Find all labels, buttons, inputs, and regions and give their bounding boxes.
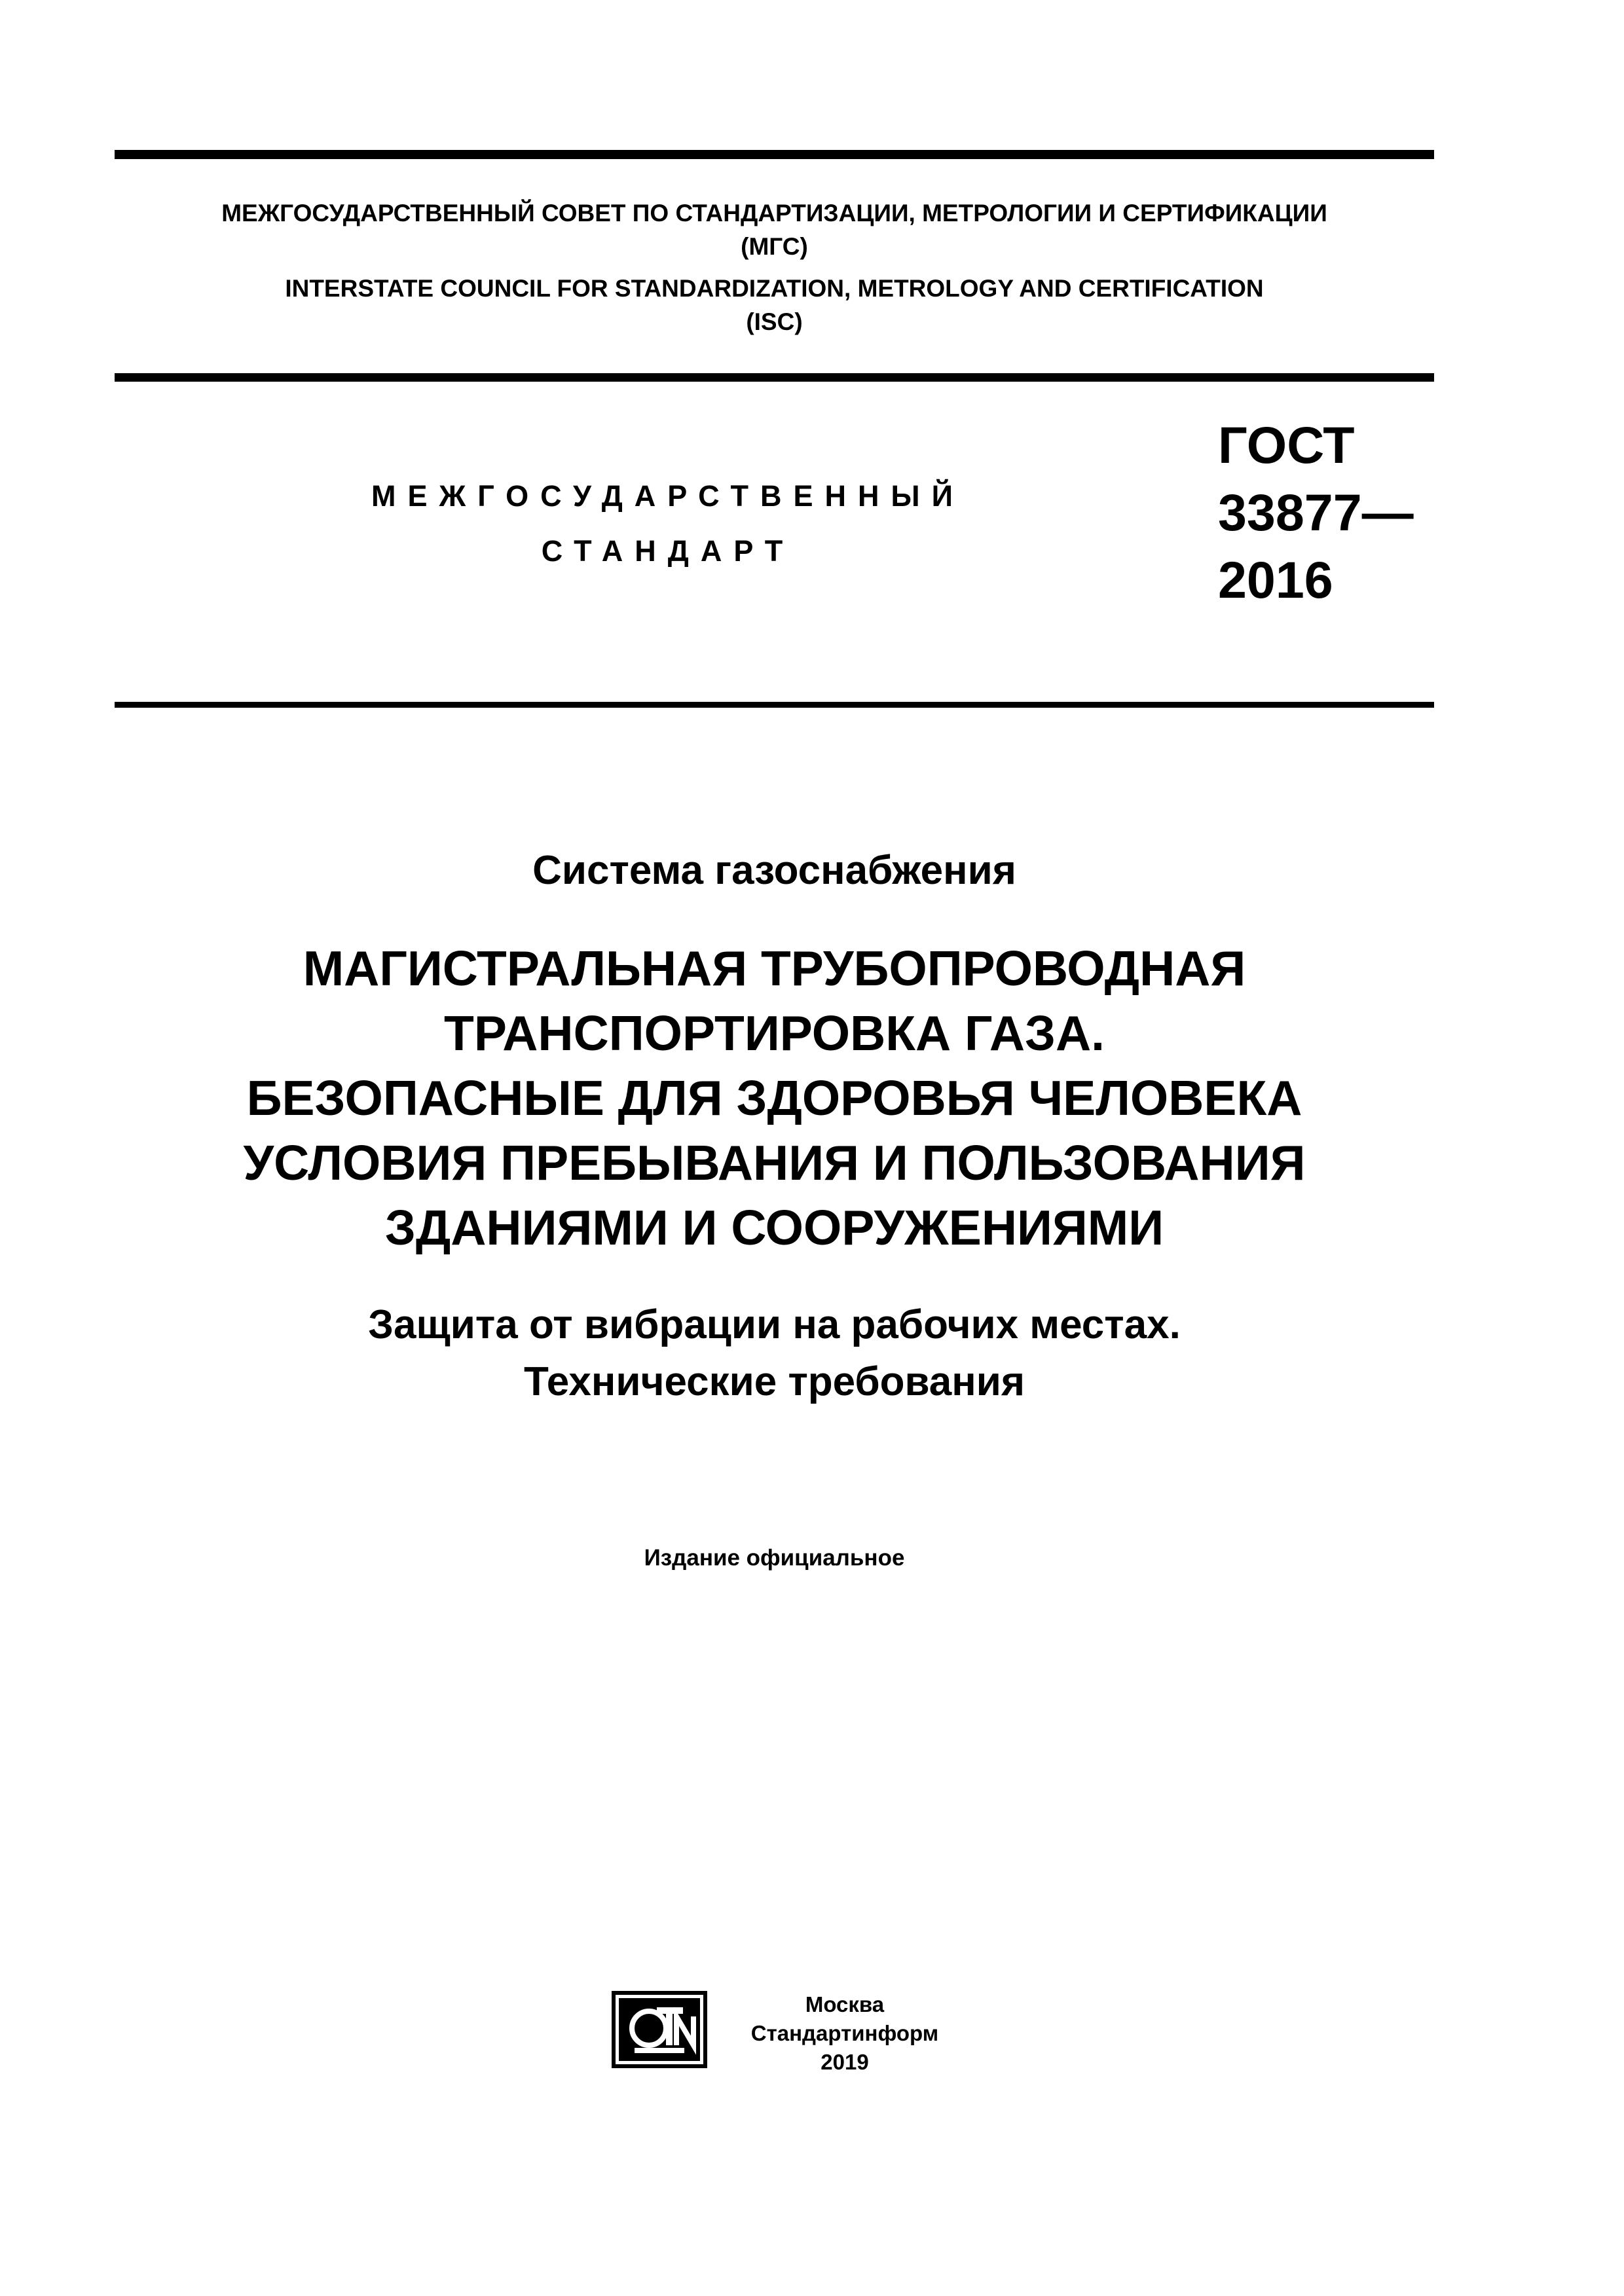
subtitle-line: Технические требования (523, 1359, 1025, 1404)
standartinform-logo-icon (611, 1990, 708, 2069)
publisher-name: Стандартинформ (750, 2021, 939, 2045)
main-title-line: ТРАНСПОРТИРОВКА ГАЗА. (444, 1006, 1105, 1061)
council-abbr-en: (ISC) (746, 308, 803, 335)
middle-rule (115, 373, 1434, 382)
main-title-line: УСЛОВИЯ ПРЕБЫВАНИЯ И ПОЛЬЗОВАНИЯ (243, 1135, 1306, 1190)
subtitle-line: Защита от вибрации на рабочих местах. (368, 1302, 1181, 1347)
gost-label: ГОСТ (1218, 416, 1355, 474)
gost-number: 33877— (1218, 483, 1414, 541)
gost-designation (1218, 411, 1414, 613)
publisher-block (707, 1990, 982, 2077)
system-title: Система газоснабжения (532, 848, 1016, 893)
publisher-year: 2019 (821, 2050, 869, 2074)
council-header (115, 196, 1434, 338)
gost-year: 2016 (1218, 551, 1333, 609)
publisher-city: Москва (805, 1992, 885, 2016)
council-name-en: INTERSTATE COUNCIL FOR STANDARDIZATION, METROLOGY AND CERTIFICATION (285, 275, 1264, 302)
council-abbr-ru: (МГС) (741, 233, 808, 260)
standard-type-line1: МЕЖГОСУДАРСТВЕННЫЙ (371, 479, 965, 513)
main-title (115, 936, 1434, 1260)
council-name-ru: МЕЖГОСУДАРСТВЕННЫЙ СОВЕТ ПО СТАНДАРТИЗАЦИИ, МЕТРОЛОГИИ И СЕРТИФИКАЦИИ (221, 200, 1327, 227)
top-rule (115, 150, 1434, 159)
bottom-rule (115, 702, 1434, 708)
main-title-line: ЗДАНИЯМИ И СООРУЖЕНИЯМИ (384, 1200, 1164, 1255)
main-title-line: БЕЗОПАСНЫЕ ДЛЯ ЗДОРОВЬЯ ЧЕЛОВЕКА (246, 1070, 1302, 1125)
standard-type (275, 469, 1061, 579)
subtitle (115, 1296, 1434, 1410)
main-title-line: МАГИСТРАЛЬНАЯ ТРУБОПРОВОДНАЯ (303, 941, 1246, 996)
standard-type-line2: СТАНДАРТ (541, 534, 795, 568)
edition-note: Издание официальное (644, 1545, 905, 1571)
